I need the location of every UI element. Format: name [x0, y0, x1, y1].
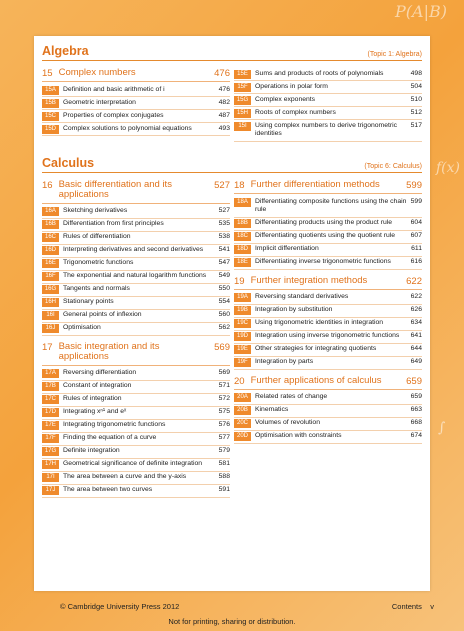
entry-title: Kinematics [255, 406, 289, 414]
toc-entry[interactable] [42, 310, 230, 323]
section-code-badge: 18C [234, 232, 251, 241]
toc-entry[interactable] [234, 94, 422, 107]
entry-title: Differentiating products using the product rule [255, 219, 393, 227]
entry-page: 604 [410, 219, 422, 227]
section-code-badge: 20D [234, 432, 251, 441]
contents-page [34, 36, 430, 591]
background-formula: ∫ [438, 420, 446, 436]
chapter-page: 569 [214, 341, 230, 353]
entry-page: 607 [410, 232, 422, 240]
chapter-heading[interactable] [234, 376, 422, 390]
entry-page: 498 [410, 69, 422, 77]
toc-entry[interactable] [42, 459, 230, 472]
entry-page: 626 [410, 306, 422, 314]
toc-entry[interactable] [42, 110, 230, 123]
section-code-badge: 16I [42, 311, 59, 320]
footer-right [392, 602, 434, 611]
entry-page: 674 [410, 432, 422, 440]
toc-entry[interactable] [234, 231, 422, 244]
toc-entry[interactable] [234, 357, 422, 370]
entry-title: Geometric interpretation [63, 98, 136, 106]
entry-title: General points of inflexion [63, 311, 142, 319]
section-code-badge: 18A [234, 198, 251, 207]
contents-label: Contents [391, 602, 422, 611]
entry-title: Reversing differentiation [63, 369, 137, 377]
entry-page: 577 [218, 434, 230, 442]
entry-title: Integration by parts [255, 358, 314, 366]
toc-entry[interactable] [234, 392, 422, 405]
entry-page: 611 [411, 245, 422, 253]
toc-entry[interactable] [42, 84, 230, 97]
entry-title: Integration using inverse trigonometric functions [255, 332, 400, 340]
entry-title: Definition and basic arithmetic of i [63, 85, 165, 93]
section-code-badge: 15D [42, 125, 59, 134]
entry-title: Differentiation from first principles [63, 220, 164, 228]
section-code-badge: 15G [234, 96, 251, 105]
entry-title: Definite integration [63, 447, 120, 455]
toc-entry[interactable] [42, 485, 230, 498]
section-title: Calculus [42, 156, 95, 170]
toc-entry[interactable] [234, 292, 422, 305]
section-code-badge: 16H [42, 298, 59, 307]
chapter-number: 18 [234, 180, 245, 191]
chapter-heading[interactable] [42, 68, 230, 82]
section-code-badge: 17G [42, 447, 59, 456]
section-code-badge: 16E [42, 259, 59, 268]
section-code-badge: 16J [42, 324, 59, 333]
entry-title: Sums and products of roots of polynomials [255, 69, 384, 77]
chapter-heading[interactable] [234, 276, 422, 290]
entry-title: Differentiating quotients using the quotient rule [255, 232, 396, 240]
entry-page: 547 [218, 259, 230, 267]
entry-page: 663 [410, 406, 422, 414]
entry-title: The exponential and natural logarithm functions [63, 272, 207, 280]
entry-title: Roots of complex numbers [255, 108, 336, 116]
entry-page: 476 [218, 85, 230, 93]
entry-title: Implicit differentiation [255, 245, 319, 253]
section-code-badge: 20A [234, 393, 251, 402]
toc-entry[interactable] [42, 381, 230, 394]
section-code-badge: 19D [234, 332, 251, 341]
entry-page: 581 [218, 460, 230, 468]
chapter-heading[interactable] [234, 180, 422, 194]
chapter-heading[interactable] [42, 180, 230, 204]
toc-entry[interactable] [42, 232, 230, 245]
entry-page: 512 [410, 108, 422, 116]
toc-entry[interactable] [42, 394, 230, 407]
entry-title: Constant of integration [63, 382, 132, 390]
chapter-title: Further differentiation methods [250, 179, 380, 190]
entry-title: Differentiating inverse trigonometric functions [255, 258, 391, 266]
toc-entry[interactable] [234, 81, 422, 94]
toc-entry[interactable] [234, 120, 422, 142]
section-code-badge: 19C [234, 319, 251, 328]
entry-page: 493 [218, 124, 230, 132]
entry-page: 644 [410, 345, 422, 353]
section-code-badge: 19A [234, 293, 251, 302]
entry-title: Integrating trigonometric functions [63, 421, 166, 429]
entry-title: Integration by substitution [255, 306, 333, 314]
section-code-badge: 17F [42, 434, 59, 443]
entry-title: Integrating xⁿ¹ and eˣ [63, 408, 127, 416]
entry-title: Trigonometric functions [63, 259, 134, 267]
chapter-number: 15 [42, 68, 53, 79]
section-code-badge: 19B [234, 306, 251, 315]
chapter-page: 476 [214, 68, 230, 79]
toc-entry[interactable] [42, 446, 230, 459]
toc-entry[interactable] [42, 258, 230, 271]
toc-entry[interactable] [42, 123, 230, 136]
section-code-badge: 17B [42, 382, 59, 391]
chapter-page: 599 [406, 180, 422, 191]
section-code-badge: 20C [234, 419, 251, 428]
chapter-number: 19 [234, 275, 245, 287]
section-code-badge: 20B [234, 406, 251, 415]
toc-entry[interactable] [42, 433, 230, 446]
toc-entry[interactable] [234, 318, 422, 331]
toc-entry[interactable] [42, 271, 230, 284]
topic-label: (Topic 1: Algebra) [367, 51, 422, 58]
section-code-badge: 17H [42, 460, 59, 469]
section-code-badge: 19E [234, 345, 251, 354]
chapter-title: Basic integration and its applications [58, 340, 160, 363]
section-code-badge: 16C [42, 233, 59, 242]
page-number: v [430, 602, 434, 611]
calculus-right-column [234, 180, 422, 444]
distribution-notice: Not for printing, sharing or distribution. [168, 617, 296, 626]
section-code-badge: 16F [42, 272, 59, 281]
toc-entry[interactable] [234, 405, 422, 418]
section-code-badge: 17J [42, 486, 59, 495]
chapter-title: Further applications of calculus [250, 374, 382, 386]
entry-title: Reversing standard derivatives [255, 293, 349, 301]
section-code-badge: 15H [234, 109, 251, 118]
toc-entry[interactable] [42, 97, 230, 110]
section-code-badge: 19F [234, 358, 251, 367]
section-code-badge: 17I [42, 473, 59, 482]
entry-title: Tangents and normals [63, 285, 130, 293]
section-code-badge: 16B [42, 220, 59, 229]
background-formula: f(x) [436, 160, 461, 176]
section-code-badge: 17C [42, 395, 59, 404]
chapter-number: 17 [42, 341, 53, 353]
toc-entry[interactable] [42, 407, 230, 420]
entry-title: Volumes of revolution [255, 419, 320, 427]
toc-entry[interactable] [234, 218, 422, 231]
entry-title: Rules of differentiation [63, 233, 131, 241]
toc-entry[interactable] [42, 206, 230, 219]
entry-title: Optimisation [63, 324, 101, 332]
section-code-badge: 17A [42, 369, 59, 378]
entry-page: 560 [218, 311, 230, 319]
entry-page: 482 [218, 98, 230, 106]
entry-title: Properties of complex conjugates [63, 111, 164, 119]
entry-page: 569 [218, 369, 230, 377]
entry-page: 579 [218, 447, 230, 455]
section-code-badge: 15F [234, 83, 251, 92]
entry-page: 527 [218, 207, 230, 215]
section-code-badge: 15E [234, 70, 251, 79]
entry-title: Geometrical significance of definite integration [63, 460, 203, 468]
entry-page: 641 [410, 332, 422, 340]
toc-entry[interactable] [234, 418, 422, 431]
toc-entry[interactable] [42, 420, 230, 433]
entry-title: The area between two curves [63, 486, 153, 494]
copyright: © Cambridge University Press 2012 [60, 602, 180, 611]
toc-entry[interactable] [234, 257, 422, 270]
toc-entry[interactable] [234, 68, 422, 81]
entry-page: 668 [410, 419, 422, 427]
entry-page: 572 [218, 395, 230, 403]
entry-title: Complex solutions to polynomial equations [63, 124, 192, 132]
entry-page: 554 [218, 298, 230, 306]
entry-page: 571 [218, 382, 230, 390]
entry-page: 510 [410, 95, 422, 103]
entry-page: 576 [218, 421, 230, 429]
toc-entry[interactable] [234, 305, 422, 318]
entry-page: 541 [218, 246, 230, 254]
toc-entry[interactable] [42, 368, 230, 381]
entry-page: 622 [410, 293, 422, 301]
footer [60, 602, 434, 611]
entry-page: 616 [410, 258, 422, 266]
chapter-title: Basic differentiation and its applications [58, 179, 172, 201]
entry-title: Stationary points [63, 298, 114, 306]
toc-entry[interactable] [234, 107, 422, 120]
background-formula: P(A|B) [395, 2, 447, 21]
entry-page: 591 [218, 486, 230, 494]
entry-page: 535 [218, 220, 230, 228]
section-code-badge: 18B [234, 219, 251, 228]
section-code-badge: 16A [42, 207, 59, 216]
section-code-badge: 16D [42, 246, 59, 255]
toc-entry[interactable] [42, 219, 230, 232]
section-code-badge: 16G [42, 285, 59, 294]
entry-page: 538 [218, 233, 230, 241]
section-code-badge: 17D [42, 408, 59, 417]
toc-entry[interactable] [234, 344, 422, 357]
entry-title: Operations in polar form [255, 82, 328, 90]
entry-page: 549 [218, 272, 230, 280]
entry-page: 649 [410, 358, 422, 366]
algebra-left-column [42, 68, 230, 136]
entry-title: Related rates of change [255, 393, 328, 401]
section-code-badge: 18D [234, 245, 251, 254]
section-code-badge: 18E [234, 258, 251, 267]
algebra-header [42, 44, 422, 61]
chapter-page: 527 [214, 180, 230, 191]
chapter-title: Complex numbers [58, 67, 136, 78]
toc-entry[interactable] [42, 323, 230, 336]
entry-title: Using complex numbers to derive trigonometric identities [255, 121, 398, 138]
entry-title: Other strategies for integrating quotients [255, 345, 377, 353]
toc-entry[interactable] [234, 331, 422, 344]
entry-title: Optimisation with constraints [255, 432, 342, 440]
section-code-badge: 15B [42, 99, 59, 108]
entry-page: 517 [410, 121, 422, 129]
entry-title: Complex exponents [255, 95, 316, 103]
section-code-badge: 17E [42, 421, 59, 430]
section-title: Algebra [42, 44, 89, 58]
chapter-title: Further integration methods [250, 274, 368, 286]
chapter-number: 20 [234, 375, 245, 387]
entry-page: 634 [410, 319, 422, 327]
calculus-header [42, 156, 422, 173]
chapter-number: 16 [42, 180, 53, 191]
toc-entry[interactable] [234, 431, 422, 444]
entry-page: 659 [410, 393, 422, 401]
toc-entry[interactable] [42, 297, 230, 310]
entry-page: 504 [410, 82, 422, 90]
toc-entry[interactable] [42, 472, 230, 485]
entry-page: 487 [218, 111, 230, 119]
entry-page: 599 [410, 197, 422, 205]
entry-title: Sketching derivatives [63, 207, 128, 215]
entry-page: 575 [218, 408, 230, 416]
section-code-badge: 15I [234, 122, 251, 131]
toc-entry[interactable] [42, 245, 230, 258]
entry-page: 588 [218, 473, 230, 481]
entry-page: 562 [218, 324, 230, 332]
entry-page: 550 [218, 285, 230, 293]
toc-entry[interactable] [42, 284, 230, 297]
section-code-badge: 15C [42, 112, 59, 121]
chapter-heading[interactable] [42, 342, 230, 366]
calculus-left-column [42, 180, 230, 498]
entry-title: The area between a curve and the y-axis [63, 473, 187, 481]
chapter-page: 659 [406, 375, 422, 387]
chapter-page: 622 [406, 275, 422, 287]
topic-label: (Topic 6: Calculus) [364, 163, 422, 170]
algebra-right-column [234, 68, 422, 142]
toc-entry[interactable] [234, 244, 422, 257]
section-code-badge: 15A [42, 86, 59, 95]
toc-entry[interactable] [234, 196, 422, 218]
entry-title: Finding the equation of a curve [63, 434, 157, 442]
entry-title: Differentiating composite functions using the chain rule [255, 197, 407, 214]
entry-title: Interpreting derivatives and second derivatives [63, 246, 204, 254]
entry-title: Rules of integration [63, 395, 122, 403]
entry-title: Using trigonometric identities in integration [255, 319, 384, 327]
